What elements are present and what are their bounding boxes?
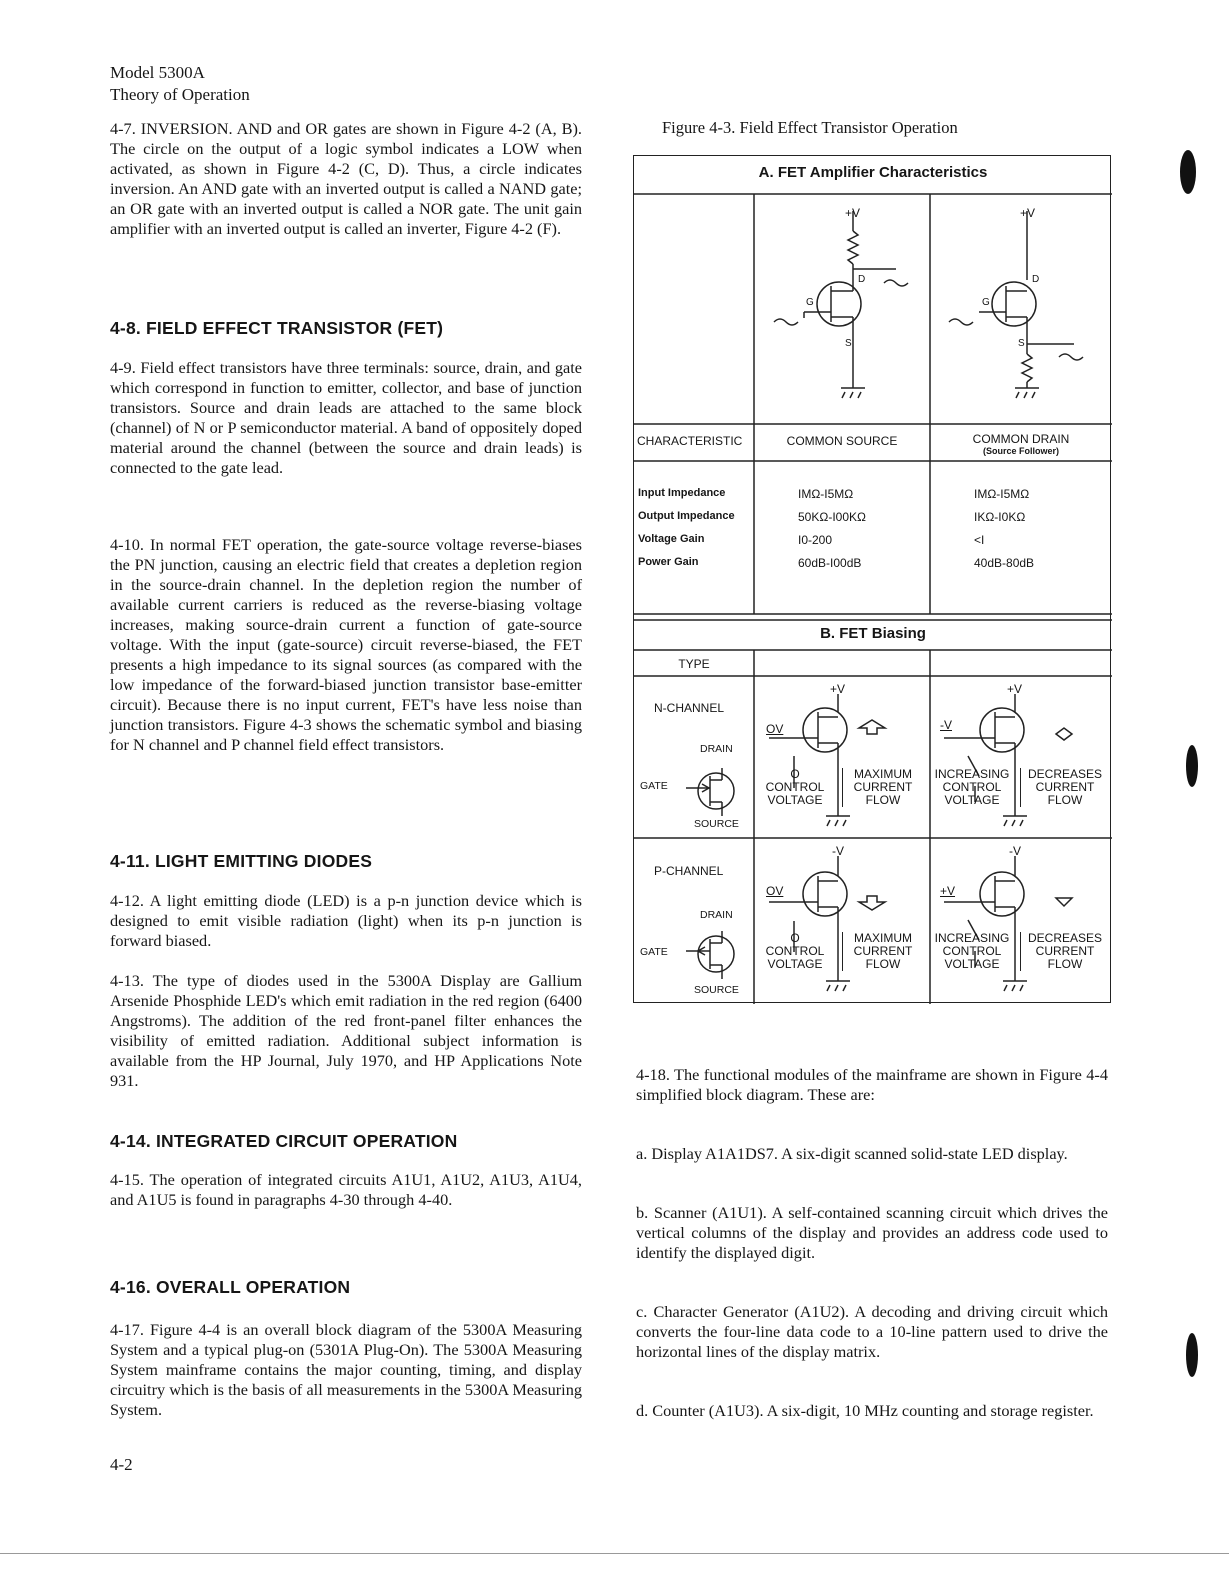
running-header: [110, 62, 250, 106]
p-max-ov: OV: [766, 884, 784, 898]
col-common-drain-sub: (Source Follower): [982, 446, 1059, 456]
row-cd-1: IKΩ-I0KΩ: [974, 510, 1026, 524]
n-dec-control: INCREASING CONTROL VOLTAGE: [934, 767, 1010, 807]
para-4-18: 4-18. The functional modules of the mainframe are shown in Figure 4-4 simplified block diagram. These are:: [636, 1065, 1108, 1104]
item-d: d. Counter (A1U3). A six-digit, 10 MHz counting and storage register.: [636, 1401, 1094, 1420]
item-a: a. Display A1A1DS7. A six-digit scanned solid-state LED display.: [636, 1144, 1068, 1163]
cd-pin-d: D: [1032, 274, 1040, 285]
para-4-15: 4-15. The operation of integrated circuits A1U1, A1U2, A1U3, A1U4, and A1U5 is found in paragraphs 4-30 through 4-40.: [110, 1170, 582, 1209]
n-max-current: MAXIMUM CURRENT FLOW: [842, 768, 923, 807]
common-source-fet: [774, 211, 908, 398]
col-common-drain: COMMON DRAIN: [972, 432, 1070, 446]
row-cs-3: 60dB-I00dB: [798, 556, 862, 570]
para-4-12: 4-12. A light emitting diode (LED) is a p-n junction device which is designed to emit visible radiation (light) when its p-n junction is forward biased.: [110, 891, 582, 950]
cs-pin-g: G: [806, 297, 814, 308]
p-dec-control: INCREASING CONTROL VOLTAGE: [934, 931, 1010, 971]
page-number: 4-2: [110, 1455, 133, 1474]
binding-hole-mark: [1186, 1333, 1198, 1377]
n-max-control: O CONTROL VOLTAGE: [765, 767, 825, 807]
binding-hole-mark: [1186, 745, 1198, 787]
p-max-control: O CONTROL VOLTAGE: [765, 931, 825, 971]
row-cd-3: 40dB-80dB: [974, 556, 1035, 570]
cd-supply-label: +V: [1020, 206, 1036, 220]
cs-pin-s: S: [845, 338, 852, 349]
para-4-17: 4-17. Figure 4-4 is an overall block diagram of the 5300A Measuring System and a typical plug-on (5301A Plug-On). The 5300A Measuring System mainframe contains the major counting, timing, and display circuitry which is the basis of all measurements in the 5300A Measuring System.: [110, 1320, 582, 1419]
p-max-supply: -V: [832, 844, 844, 858]
section-label: Theory of Operation: [110, 85, 250, 104]
n-channel-symbol: [686, 768, 734, 816]
heading-4-14: 4-14. INTEGRATED CIRCUIT OPERATION: [110, 1131, 458, 1151]
row-name-2: Voltage Gain: [638, 533, 705, 545]
binding-hole-mark: [1180, 150, 1196, 194]
figure-4-3: [633, 155, 1111, 1003]
n-dec-minus: -V: [940, 718, 952, 732]
n-dec-supply: +V: [1007, 682, 1023, 696]
n-max-ov: OV: [766, 722, 784, 736]
cs-supply-label: +V: [845, 206, 861, 220]
common-drain-fet: [949, 211, 1083, 398]
row-name-3: Power Gain: [638, 556, 699, 568]
cs-pin-d: D: [858, 274, 866, 285]
p-gate-label: GATE: [640, 946, 668, 958]
p-dec-current: DECREASES CURRENT FLOW: [1020, 932, 1109, 971]
section-b-title: B. FET Biasing: [820, 625, 926, 642]
p-source-label: SOURCE: [694, 984, 739, 996]
cd-pin-s: S: [1018, 338, 1025, 349]
heading-4-16: 4-16. OVERALL OPERATION: [110, 1277, 351, 1297]
p-dec-supply: -V: [1009, 844, 1021, 858]
page-bottom-rule: [0, 1553, 1229, 1554]
row-cs-2: I0-200: [798, 533, 833, 547]
row-name-0: Input Impedance: [638, 487, 726, 499]
figure-title: Figure 4-3. Field Effect Transistor Operation: [662, 118, 958, 137]
para-4-10: 4-10. In normal FET operation, the gate-source voltage reverse-biases the PN junction, causing an electric field that creates a depletion region in the source-drain channel. In the depletion region the number of available current carriers is reduced as the reverse-biasing voltage increases, making source-drain current a function of gate-source voltage. With the input (gate-source) circuit reverse-biased, the FET presents a high impedance to its signal sources (as compared with the low impedance of the forward-biased junction transistor base-emitter circuit). Because there is no input current, FET's have less noise than junction transistors. Figure 4-3 shows the schematic symbol and biasing for N channel and P channel field effect transistors.: [110, 535, 582, 754]
n-gate-label: GATE: [640, 780, 668, 792]
item-b: b. Scanner (A1U1). A self-contained scanning circuit which drives the vertical columns of the display and provides an address code used to identify the displayed digit.: [636, 1203, 1108, 1262]
section-a-title: A. FET Amplifier Characteristics: [758, 164, 988, 181]
n-channel-label: N-CHANNEL: [654, 701, 725, 715]
p-dec-plus: +V: [940, 884, 956, 898]
para-4-13: 4-13. The type of diodes used in the 5300A Display are Gallium Arsenide Phosphide LED's which emit radiation in the red region (6400 Angstroms). The addition of the red front-panel filter enhances the visibility of emitted radiation. Additional subject information is available from the HP Journal, July 1970, and HP Applications Note 931.: [110, 971, 582, 1090]
col-characteristic: CHARACTERISTIC: [637, 434, 743, 448]
n-max-supply: +V: [830, 682, 846, 696]
row-cs-1: 50KΩ-I00KΩ: [798, 510, 866, 524]
p-drain-label: DRAIN: [700, 909, 733, 921]
p-max-current: MAXIMUM CURRENT FLOW: [842, 932, 923, 971]
col-common-source: COMMON SOURCE: [786, 434, 898, 448]
para-4-9: 4-9. Field effect transistors have three terminals: source, drain, and gate which correspond in function to emitter, collector, and base of junction transistors. Source and drain leads are attached to the same block (channel) of N or P semiconductor material. A band of oppositely doped material around the channel (between the source and drain leads) is connected to the gate lead.: [110, 358, 582, 477]
heading-4-11: 4-11. LIGHT EMITTING DIODES: [110, 851, 373, 871]
n-source-label: SOURCE: [694, 818, 739, 830]
para-4-7: 4-7. INVERSION. AND and OR gates are shown in Figure 4-2 (A, B). The circle on the output of a logic symbol indicates a LOW when activated, as shown in Figure 4-2 (C, D). Thus, a circle indicates inversion. An AND gate with an inverted output is called a NAND gate; an OR gate with an inverted output is called a NOR gate. The unit gain amplifier with an inverted output is called an inverter, Figure 4-2 (F).: [110, 119, 582, 238]
cd-pin-g: G: [982, 297, 990, 308]
p-channel-symbol: [686, 931, 734, 979]
row-name-1: Output Impedance: [638, 510, 735, 522]
p-channel-label: P-CHANNEL: [654, 864, 724, 878]
n-drain-label: DRAIN: [700, 743, 733, 755]
heading-4-8: 4-8. FIELD EFFECT TRANSISTOR (FET): [110, 318, 444, 338]
item-c: c. Character Generator (A1U2). A decoding and driving circuit which converts the four-line data code to a 10-line pattern used to drive the horizontal lines of the display matrix.: [636, 1302, 1108, 1361]
n-dec-current: DECREASES CURRENT FLOW: [1020, 768, 1109, 807]
row-cd-0: IMΩ-I5MΩ: [974, 487, 1030, 501]
row-cd-2: <I: [974, 533, 985, 547]
row-cs-0: IMΩ-I5MΩ: [798, 487, 854, 501]
type-label: TYPE: [678, 657, 710, 671]
model-label: Model 5300A: [110, 63, 205, 82]
